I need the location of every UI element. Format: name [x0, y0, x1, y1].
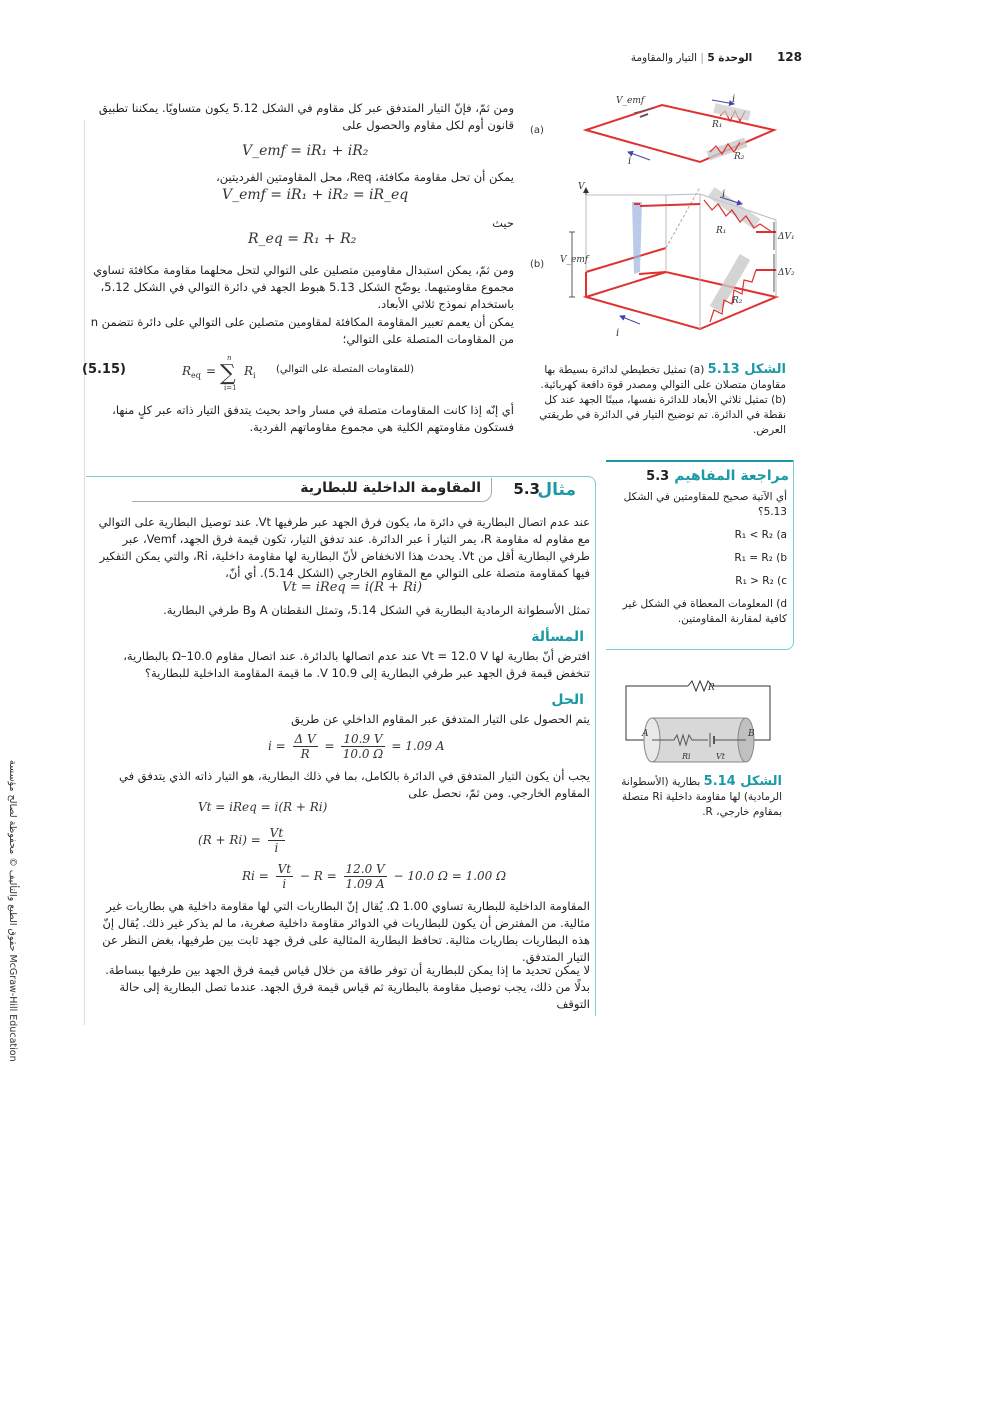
paragraph-2: يمكن أن تحل مقاومة مكافئة، Req، محل المقاومتين الفرديتين،	[216, 170, 514, 184]
solution-eq-1: i = $\frac{\text{Δ V}}{R}$ = $\frac{10.9 V}{10.0 \Omega}$ = 1.09 A	[268, 732, 445, 761]
eq4-den2: 1.09 A	[345, 877, 385, 891]
fig514-b-label: B	[748, 729, 755, 739]
example-title-box	[132, 478, 492, 502]
paragraph-1: ومن ثمّ، فإنّ التيار المتدفق عبر كل مقاوم في الشكل 5.12 يكون متساويًا. يمكننا تطبيق قانون أوم لكل مقاوم والحصول على	[98, 101, 514, 132]
r1-label-b: R₁	[716, 226, 727, 236]
solution-heading: الحل	[551, 692, 584, 708]
current-label-a2: i	[628, 156, 632, 167]
unit-label: الوحدة 5	[707, 52, 753, 64]
voltage-axis-label: V	[578, 182, 585, 192]
fig514-r-label: R	[708, 683, 715, 693]
fig514-ri-label: Ri	[682, 752, 691, 761]
concept-review-question: أي الآتية صحيح للمقاومتين في الشكل 5.13؟	[623, 491, 787, 518]
equation-2: V_emf = iR₁ + iR₂ = iR_eq	[222, 187, 409, 203]
problem-heading: المسألة	[531, 629, 584, 645]
eq-dv: Δ V	[294, 732, 316, 746]
eq-num: 10.9 V	[343, 732, 383, 746]
dv2-label: ΔV₂	[778, 268, 795, 278]
solution-eq-4	[242, 862, 506, 891]
side-credit: حقوق الطبع والتأليف © محفوظة لصالح مؤسسة McGraw-Hill Education	[7, 760, 18, 1062]
equation-3: R_eq = R₁ + R₂	[248, 231, 357, 247]
concept-review-option-c[interactable]: R₁ > R₂ (c	[735, 575, 787, 587]
current-label-a1: i	[732, 94, 736, 105]
svg-text:eq: eq	[191, 371, 201, 380]
concept-review-title: مراجعة المفاهيم	[674, 468, 789, 484]
svg-text:i: i	[253, 371, 256, 380]
figure-5-13	[524, 92, 794, 357]
eq3-num: Vt	[269, 826, 284, 840]
paragraph-6: أي إنّه إذا كانت المقاومات متصلة في مسار واحد بحيث يتدفق التيار ذاته عبر كلٍ منها، فستكون مقاومتهم الكلية هي مجموع مقاوماتهم الفردية.	[112, 403, 514, 434]
circuit-diagram-3d	[524, 92, 794, 357]
figure-5-14-caption-title: الشكل 5.14	[703, 774, 782, 789]
figure-5-14-caption-text: بطارية (الأسطوانة الرمادية) لها مقاومة داخلية Ri متصلة بمقاوم خارجي، R.	[621, 776, 782, 818]
paragraph-3: حيث	[492, 216, 514, 230]
svg-text:i=1: i=1	[224, 384, 237, 392]
conclusion-1: المقاومة الداخلية للبطارية تساوي 1.00 Ω. يُقال إنّ البطاريات التي لها مقاومة داخلية هي بطاريات غير مثالية. من المفترض أن يكون للبطاريات في الدوائر مقاومة داخلية صغرية، ما لم يذكر غير ذلك. يُقال إنّ هذه البطاريات بطاريات مثالية. تحافظ البطارية المثالية على فرق جهد ثابت بين طرفيها، بغض النظر عن التيار المتدفق.	[102, 899, 590, 964]
paragraph-5: يمكن أن يعمم تعبير المقاومة المكافئة لمقاومين متصلين على التوالي على دائرة تتضمن n من المقاومات المتصلة على التوالي؛	[90, 315, 514, 346]
page-header: 128 الوحدة 5 | التيار والمقاومة	[630, 50, 802, 64]
example-header	[90, 476, 586, 504]
left-margin-line	[84, 120, 85, 1025]
eq3-den: i	[274, 841, 279, 855]
dv1-label: ΔV₁	[778, 232, 795, 242]
figure-5-14	[622, 676, 774, 770]
sum-formula	[182, 352, 277, 392]
svg-text:R: R	[182, 364, 192, 378]
eq4-num2: 12.0 V	[345, 862, 385, 876]
eq-den: 10.0 Ω	[342, 747, 384, 761]
solution-eq-3	[198, 826, 288, 855]
equation-1: V_emf = iR₁ + iR₂	[242, 143, 369, 159]
example-number: 5.3	[513, 480, 540, 498]
current-label-b1: i	[722, 189, 726, 200]
problem-text: افترض أنّ بطارية لها Vt = 12.0 V عند عدم اتصالها بالدائرة. عند اتصال مقاوم 10.0–Ω بالبطارية، تنخفض قيمة فرق الجهد عبر طرفي البطارية إلى 10.9 V. ما قيمة المقاومة الداخلية للبطارية؟	[123, 649, 590, 680]
fig-label-b: (b)	[530, 259, 545, 270]
concept-review-option-b[interactable]: R₁ = R₂ (b	[734, 552, 787, 564]
eq4-den: i	[282, 877, 287, 891]
vemf-label-a: V_emf	[616, 96, 645, 106]
eq4-num: Vt	[277, 862, 292, 876]
r2-label-a: R₂	[734, 152, 745, 162]
current-label-b2: i	[616, 328, 620, 339]
fig514-vt-label: Vt	[716, 752, 725, 761]
eq-r: R	[300, 747, 310, 761]
equation-5-15	[82, 352, 514, 392]
solution-text-2: يجب أن يكون التيار المتدفق في الدائرة بالكامل، بما في ذلك البطارية، هو التيار ذاته الذي يتدفق في المقاوم الخارجي. ومن ثمّ، نحصل على	[119, 769, 590, 800]
battery-circuit-diagram	[622, 676, 774, 770]
svg-text:=: =	[206, 364, 217, 378]
example-label: مثال	[537, 480, 576, 500]
figure-5-13-caption-title: الشكل 5.13	[707, 362, 786, 377]
figure-5-13-caption	[532, 362, 786, 438]
equation-note: (للمقاومات المتصلة على التوالي)	[276, 364, 414, 375]
concept-review-option-d[interactable]: d) المعلومات المعطاة في الشكل غير كافية لمقارنة المقاومتين.	[622, 598, 787, 625]
vemf-label-b: V_emf	[560, 255, 589, 265]
example-intro-eq: Vt = iReq = i(R + Ri)	[282, 580, 423, 595]
concept-review-option-a[interactable]: R₁ < R₂ (a	[734, 529, 787, 541]
r2-label-b: R₂	[732, 296, 743, 306]
page-number: 128	[776, 50, 802, 64]
svg-text:n: n	[227, 354, 232, 362]
svg-text:∑: ∑	[220, 361, 236, 386]
example-title: المقاومة الداخلية للبطارية	[300, 480, 481, 496]
eq-i: i =	[268, 739, 286, 753]
eq4-left: Ri =	[242, 869, 269, 883]
unit-title: التيار والمقاومة	[630, 52, 698, 64]
top-text-column	[82, 100, 514, 134]
figure-5-13-caption-text: (a) تمثيل تخطيطي لدائرة بسيطة بها مقاومان متصلان على التوالي ومصدر قوة دافعة كهربائية. (b) تمثيل ثلاثي الأبعاد للدائرة نفسها، مبينًا الجهد عند كل نقطة في الدائرة. تم توضيح التيار في الدائرة في طريقتي العرض.	[539, 364, 786, 436]
concept-review-number: 5.3	[646, 469, 670, 484]
conclusion-2: لا يمكن تحديد ما إذا يمكن للبطارية أن توفر طاقة من خلال قياس قيمة فرق الجهد بين طرفيها ببساطة. بدلًا من ذلك، يجب توصيل مقاومة بالبطارية ثم قياس قيمة فرق الجهد. عندما تصل البطارية إلى حالة التوقف	[105, 963, 590, 1011]
concept-review-header	[606, 460, 793, 484]
paragraph-4: ومن ثمّ، يمكن استبدال مقاومين متصلين على التوالي لتحل محلهما مقاومة مكافئة تساوي مجموع مقاومتيهما. يوضّح الشكل 5.13 هبوط الجهد في دائرة التوالي في الشكل 5.12، باستخدام نموذج ثلاثي الأبعاد.	[93, 263, 514, 311]
solution-eq-2: Vt = iReq = i(R + Ri)	[198, 800, 328, 814]
concept-review-box	[606, 460, 794, 650]
eq4-end: − 10.0 Ω = 1.00 Ω	[393, 869, 507, 883]
example-fig-note: تمثل الأسطوانة الرمادية البطارية في الشكل 5.14، وتمثل النقطتان A وB طرفي البطارية.	[163, 603, 590, 617]
eq4-mid: − R =	[299, 869, 337, 883]
eq-res: = 1.09 A	[391, 739, 445, 753]
example-intro: عند عدم اتصال البطارية في دائرة ما، يكون فرق الجهد عبر طرفيها Vt. عند توصيل البطارية على التوالي مع مقاوم له مقاومة R، يمر التيار i عبر الدائرة. عند تدفق التيار، تكون قيمة فرق الجهد، Vemf، عبر طرفي البطارية أقل من Vt. يحدث هذا الانخفاض لأنّ البطارية لها مقاومة داخلية، Ri، والتي يمكن التفكير فيها كمقاومة متصلة على التوالي مع المقاوم الخارجي (الشكل 5.14). أي أنّ،	[98, 515, 590, 580]
fig-label-a: (a)	[530, 125, 544, 136]
fig514-a-label: A	[642, 729, 649, 739]
eq3-left: (R + Ri) =	[198, 833, 261, 847]
figure-5-14-caption	[600, 774, 782, 820]
svg-text:R: R	[244, 364, 254, 378]
equation-number: (5.15)	[82, 362, 126, 377]
solution-intro: يتم الحصول على التيار المتدفق عبر المقاوم الداخلي عن طريق	[291, 712, 590, 726]
r1-label-a: R₁	[712, 120, 723, 130]
